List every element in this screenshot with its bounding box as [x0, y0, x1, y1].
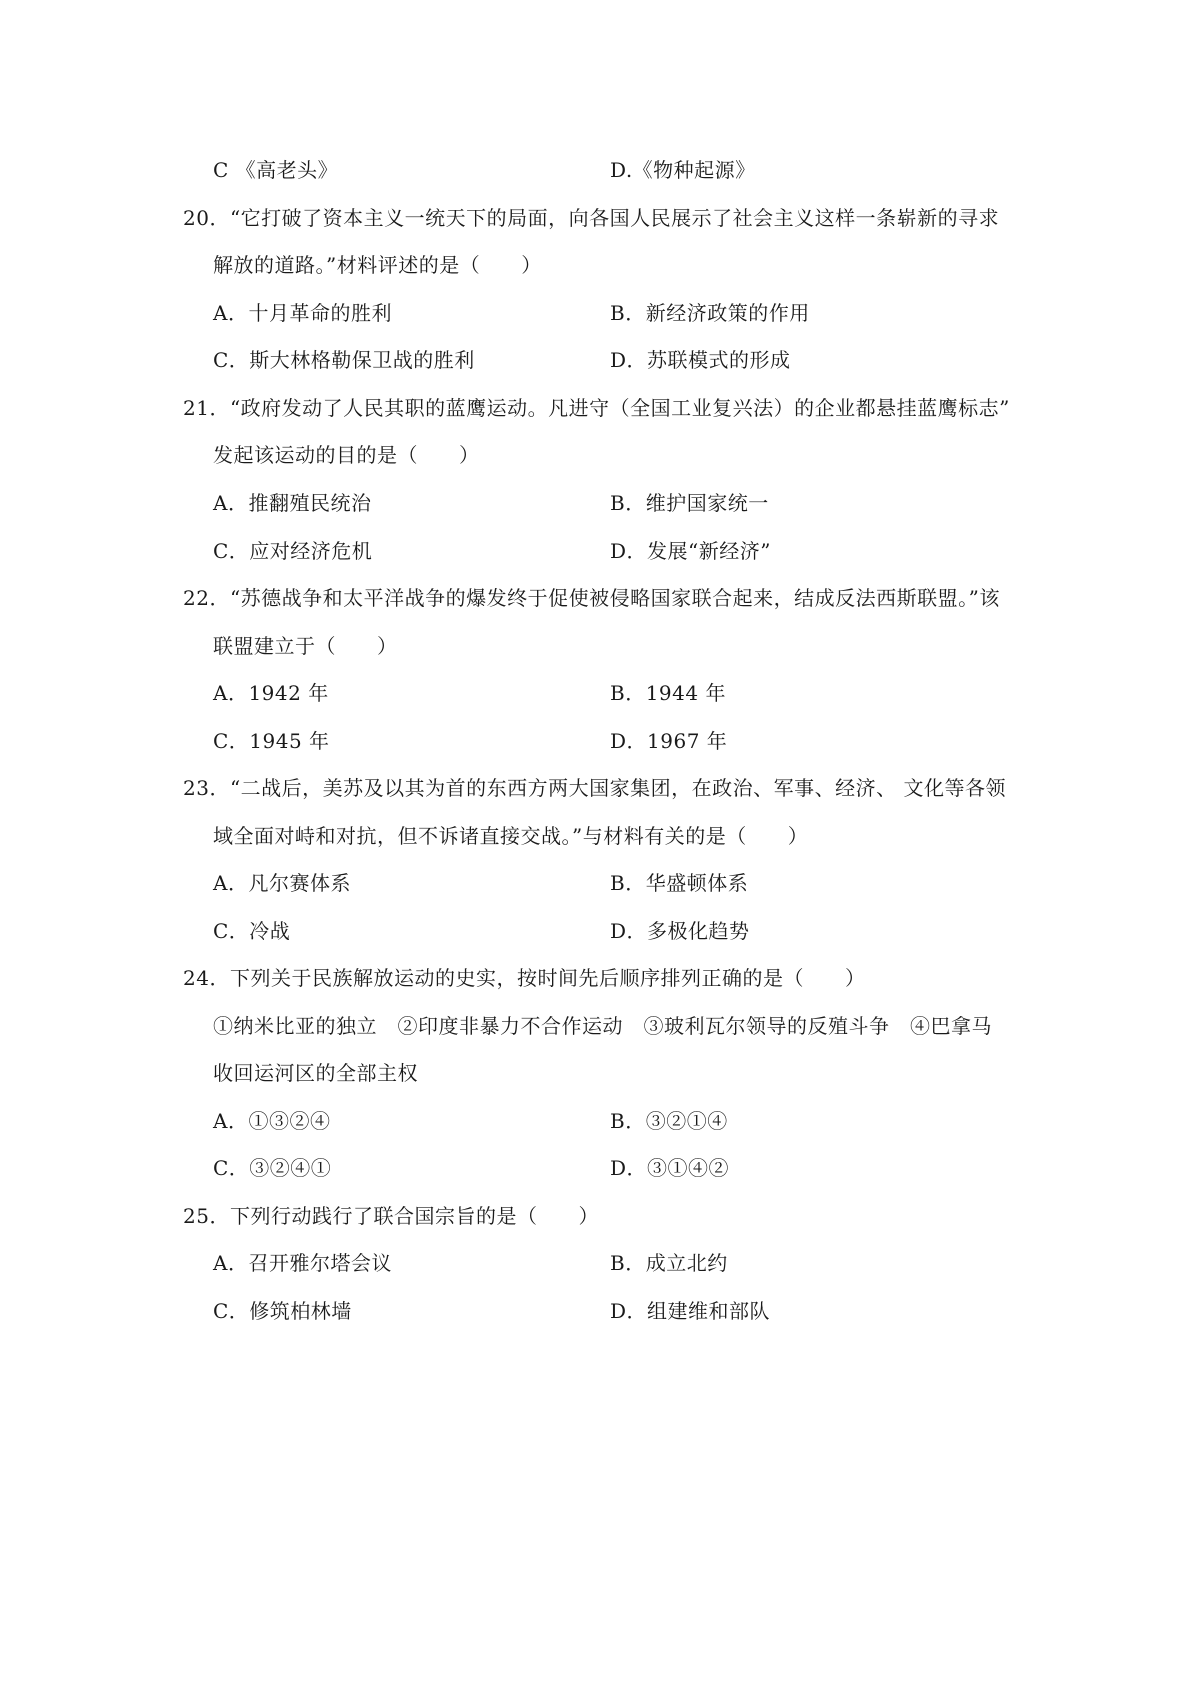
question-20-option-d: D．苏联模式的形成 [610, 348, 791, 372]
question-20-stem-cont: 解放的道路。”材料评述的是（ ） [213, 253, 542, 277]
question-24-events-cont: 收回运河区的全部主权 [213, 1061, 418, 1085]
question-24-option-a: A．①③②④ [213, 1109, 331, 1133]
question-22-option-b: B．1944 年 [610, 681, 726, 705]
question-24-events: ①纳米比亚的独立 ②印度非暴力不合作运动 ③玻利瓦尔领导的反殖斗争 ④巴拿马 [213, 1014, 992, 1038]
question-24-stem: 24．下列关于民族解放运动的史实，按时间先后顺序排列正确的是（ ） [183, 966, 866, 990]
question-22-stem: 22．“苏德战争和太平洋战争的爆发终于促使被侵略国家联合起来，结成反法西斯联盟。”该 [183, 586, 1000, 610]
question-23-option-c: C．冷战 [213, 919, 291, 943]
question-20-stem: 20．“它打破了资本主义一统天下的局面，向各国人民展示了社会主义这样一条崭新的寻求 [183, 206, 1000, 230]
question-22-option-d: D．1967 年 [610, 729, 728, 753]
question-22-option-c: C．1945 年 [213, 729, 330, 753]
question-25-option-c: C．修筑柏林墙 [213, 1299, 352, 1323]
question-25-option-a: A．召开雅尔塔会议 [213, 1251, 392, 1275]
question-21-option-c: C．应对经济危机 [213, 539, 373, 563]
question-22-option-a: A．1942 年 [213, 681, 329, 705]
question-21-option-b: B．维护国家统一 [610, 491, 769, 515]
question-25-stem: 25．下列行动践行了联合国宗旨的是（ ） [183, 1204, 599, 1228]
question-20-option-b: B．新经济政策的作用 [610, 301, 810, 325]
option-c: C 《高老头》 [213, 158, 339, 182]
question-23-stem: 23．“二战后，美苏及以其为首的东西方两大国家集团，在政治、军事、经济、 文化等各领 [183, 776, 1007, 800]
question-25-option-d: D．组建维和部队 [610, 1299, 771, 1323]
question-24-option-b: B．③②①④ [610, 1109, 728, 1133]
question-23-stem-cont: 域全面对峙和对抗，但不诉诸直接交战。”与材料有关的是（ ） [213, 824, 809, 848]
question-23-option-a: A．凡尔赛体系 [213, 871, 351, 895]
question-21-option-d: D．发展“新经济” [610, 539, 771, 563]
question-22-stem-cont: 联盟建立于（ ） [213, 634, 398, 658]
question-25-option-b: B．成立北约 [610, 1251, 728, 1275]
question-24-option-c: C．③②④① [213, 1156, 332, 1180]
option-d: D.《物种起源》 [610, 158, 756, 182]
question-21-option-a: A．推翻殖民统治 [213, 491, 372, 515]
question-20-option-a: A．十月革命的胜利 [213, 301, 392, 325]
question-24-option-d: D．③①④② [610, 1156, 730, 1180]
question-23-option-d: D．多极化趋势 [610, 919, 750, 943]
question-21-stem: 21．“政府发动了人民其职的蓝鹰运动。凡进守（全国工业复兴法）的企业都悬挂蓝鹰标志” [183, 396, 1010, 420]
question-21-stem-cont: 发起该运动的目的是（ ） [213, 443, 480, 467]
question-20-option-c: C．斯大林格勒保卫战的胜利 [213, 348, 475, 372]
question-23-option-b: B．华盛顿体系 [610, 871, 749, 895]
